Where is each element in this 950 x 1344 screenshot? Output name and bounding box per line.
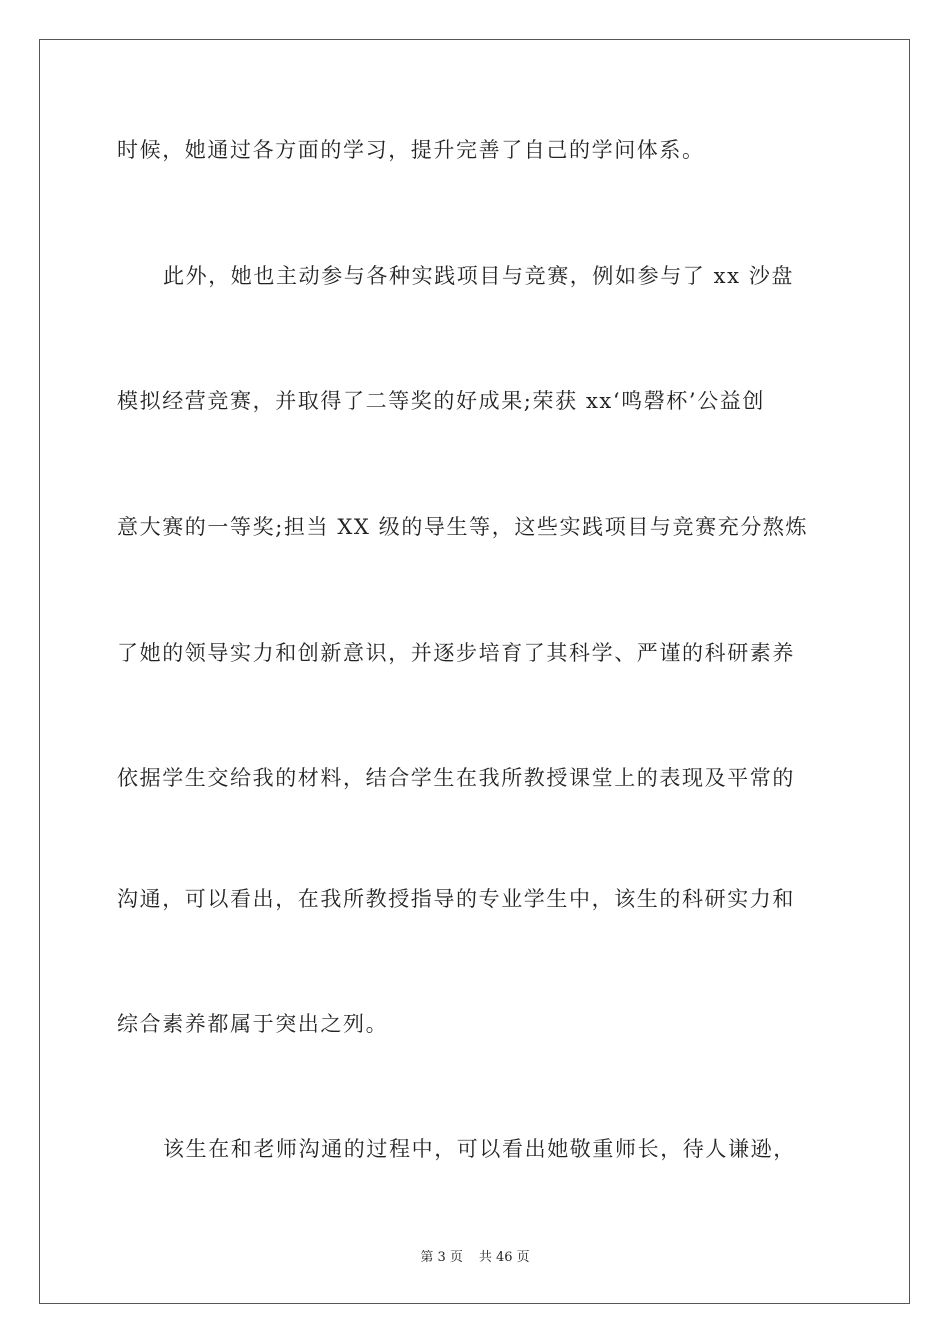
text-line-9: 该生在和老师沟通的过程中，可以看出她敬重师长，待人谦逊，	[163, 1137, 796, 1161]
text-line-6: 依据学生交给我的材料，结合学生在我所教授课堂上的表现及平常的	[117, 766, 795, 790]
page-total: 共 46 页	[478, 1250, 530, 1265]
text-line-3: 模拟经营竞赛，并取得了二等奖的好成果;荣获 xx‘鸣磬杯’公益创	[117, 389, 765, 413]
text-line-5: 了她的领导实力和创新意识，并逐步培育了其科学、严谨的科研素养	[117, 641, 795, 665]
text-line-7: 沟通，可以看出，在我所教授指导的专业学生中，该生的科研实力和	[117, 887, 795, 911]
text-line-8: 综合素养都属于突出之列。	[117, 1012, 389, 1036]
text-line-1: 时候，她通过各方面的学习，提升完善了自己的学问体系。	[117, 138, 705, 162]
page-number: 第 3 页	[420, 1250, 463, 1265]
page-footer	[0, 1246, 950, 1265]
text-line-4: 意大赛的一等奖;担当 XX 级的导生等，这些实践项目与竞赛充分熬炼	[117, 515, 809, 539]
text-line-2: 此外，她也主动参与各种实践项目与竞赛，例如参与了 xx 沙盘	[163, 264, 795, 288]
